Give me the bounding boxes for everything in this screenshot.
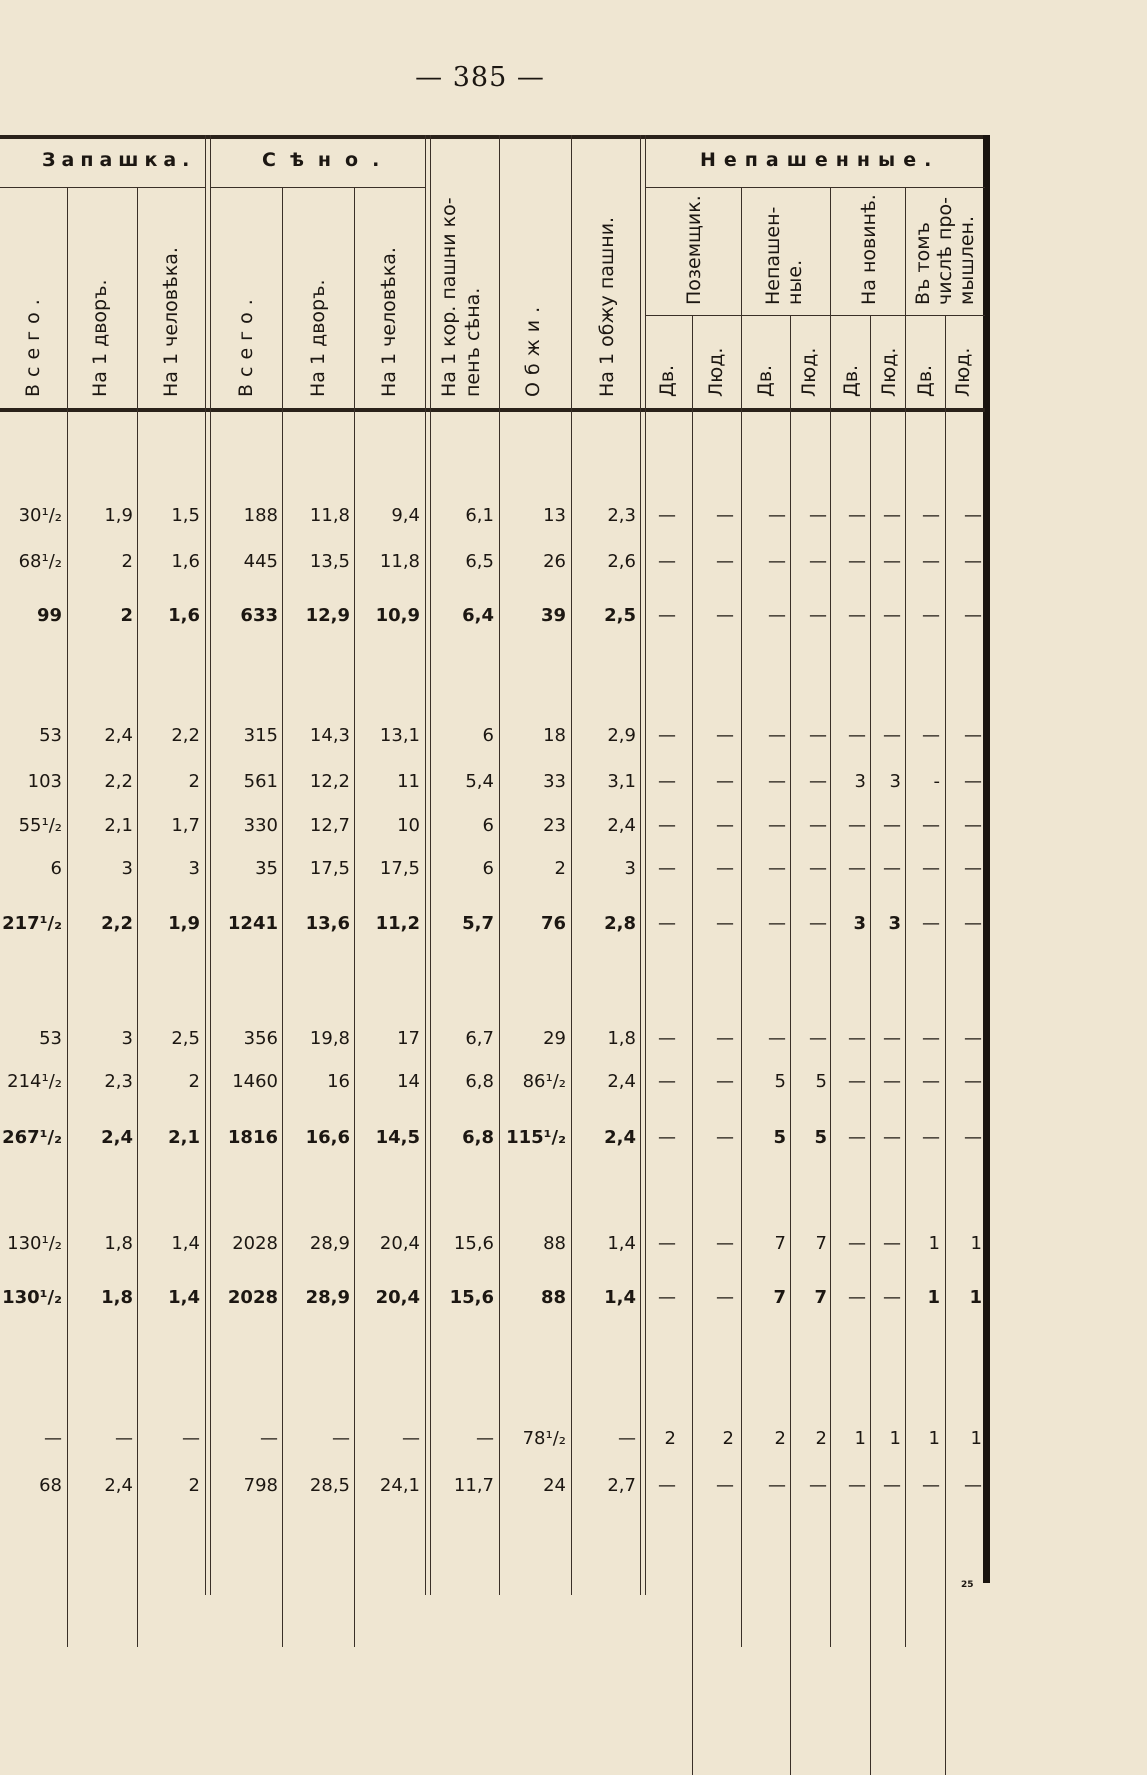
table-cell: 2,3: [607, 505, 636, 526]
table-cell: 28,9: [309, 1233, 350, 1254]
table-cell: —: [848, 1287, 866, 1308]
table-cell: —: [658, 771, 676, 792]
header-kor-line1: На 1 кор. пашни ко-: [438, 197, 460, 397]
table-cell: —: [658, 1475, 676, 1496]
table-cell: 88: [543, 1233, 566, 1254]
right-rule: [983, 135, 990, 1583]
header-underline: [645, 315, 985, 316]
table-cell: 53: [39, 725, 62, 746]
table-cell: —: [922, 858, 940, 879]
table-cell: —: [809, 725, 827, 746]
table-cell: —: [848, 505, 866, 526]
header-novin-lud: Люд.: [878, 347, 900, 397]
table-cell: 2,5: [171, 1028, 200, 1049]
table-cell: —: [964, 551, 982, 572]
table-cell: —: [848, 815, 866, 836]
header-zap-dvor: На 1 дворъ.: [89, 279, 111, 397]
table-cell: 130¹/₂: [2, 1287, 62, 1308]
table-cell: —: [964, 1028, 982, 1049]
table-cell: —: [809, 1475, 827, 1496]
table-cell: 6,1: [465, 505, 494, 526]
table-cell: 29: [543, 1028, 566, 1049]
table-cell: —: [848, 858, 866, 879]
table-cell: 1,8: [104, 1233, 133, 1254]
header-kor-line2: пенъ сѣна.: [462, 287, 484, 397]
table-cell: —: [848, 1475, 866, 1496]
table-cell: —: [809, 771, 827, 792]
table-cell: 11,7: [453, 1475, 494, 1496]
table-cell: —: [809, 605, 827, 626]
table-cell: —: [883, 605, 901, 626]
table-cell: 2: [188, 1071, 200, 1092]
table-cell: —: [883, 1233, 901, 1254]
table-cell: 130¹/₂: [7, 1233, 62, 1254]
table-cell: 13,1: [379, 725, 420, 746]
table-cell: 2,4: [104, 1475, 133, 1496]
table-cell: 103: [27, 771, 62, 792]
table-cell: 1,4: [604, 1287, 636, 1308]
header-zap-vsego: Всего.: [22, 292, 44, 397]
table-cell: 2: [188, 771, 200, 792]
table-cell: 17,5: [309, 858, 350, 879]
table-cell: 1241: [227, 913, 278, 934]
table-cell: 1: [854, 1428, 866, 1449]
table-cell: —: [716, 1233, 734, 1254]
header-pozem-lud: Люд.: [705, 347, 727, 397]
table-cell: 7: [815, 1233, 827, 1254]
table-cell: —: [883, 815, 901, 836]
table-cell: 2028: [232, 1233, 278, 1254]
table-cell: 2,1: [168, 1127, 200, 1148]
table-cell: —: [922, 1127, 940, 1148]
table-cell: —: [658, 1127, 676, 1148]
table-cell: 267¹/₂: [2, 1127, 62, 1148]
table-cell: 17,5: [379, 858, 420, 879]
table-cell: —: [883, 858, 901, 879]
table-cell: —: [883, 551, 901, 572]
table-cell: 2: [554, 858, 566, 879]
table-cell: 35: [255, 858, 278, 879]
table-cell: —: [182, 1428, 200, 1449]
table-cell: 18: [543, 725, 566, 746]
page-number: — 385 —: [415, 62, 545, 93]
table-cell: 3: [854, 771, 866, 792]
table-cell: 5: [815, 1071, 827, 1092]
table-cell: 2,9: [607, 725, 636, 746]
table-cell: —: [922, 1475, 940, 1496]
table-cell: 2: [774, 1428, 786, 1449]
table-cell: —: [768, 505, 786, 526]
table-cell: —: [402, 1428, 420, 1449]
table-cell: 17: [397, 1028, 420, 1049]
table-cell: 16,6: [305, 1127, 350, 1148]
table-cell: 24,1: [379, 1475, 420, 1496]
table-cell: 2: [664, 1428, 676, 1449]
table-cell: 2,2: [101, 913, 133, 934]
table-cell: 86¹/₂: [522, 1071, 566, 1092]
table-cell: 6,4: [462, 605, 494, 626]
table-cell: 633: [240, 605, 278, 626]
table-cell: 99: [36, 605, 62, 626]
table-cell: 11,2: [375, 913, 420, 934]
top-rule: [0, 135, 985, 139]
table-cell: —: [716, 1475, 734, 1496]
table-cell: 20,4: [375, 1287, 420, 1308]
table-cell: —: [809, 551, 827, 572]
table-cell: —: [115, 1428, 133, 1449]
table-cell: —: [964, 725, 982, 746]
header-seno-dvor: На 1 дворъ.: [307, 279, 329, 397]
table-cell: —: [848, 551, 866, 572]
table-cell: —: [922, 725, 940, 746]
table-cell: —: [964, 771, 982, 792]
col-divider: [945, 315, 946, 1775]
table-cell: 5: [773, 1127, 786, 1148]
table-cell: 20,4: [379, 1233, 420, 1254]
table-cell: 13: [543, 505, 566, 526]
group-divider: [640, 135, 641, 1595]
table-cell: —: [964, 1475, 982, 1496]
table-cell: —: [44, 1428, 62, 1449]
table-cell: 1: [970, 1428, 982, 1449]
table-cell: —: [964, 1071, 982, 1092]
table-cell: 10,9: [375, 605, 420, 626]
header-obzhi: Обжи.: [522, 299, 544, 397]
group-divider: [205, 135, 206, 1595]
table-cell: —: [768, 605, 786, 626]
table-cell: —: [922, 505, 940, 526]
table-cell: —: [768, 551, 786, 572]
table-cell: —: [768, 1475, 786, 1496]
table-cell: 19,8: [309, 1028, 350, 1049]
table-cell: —: [658, 1233, 676, 1254]
table-cell: 39: [540, 605, 566, 626]
table-cell: 15,6: [449, 1287, 494, 1308]
header-nepash-dv: Дв.: [754, 364, 776, 397]
table-cell: 445: [243, 551, 278, 572]
table-cell: —: [964, 913, 982, 934]
table-cell: 561: [243, 771, 278, 792]
header-nepash-line1: Непашен-: [762, 206, 784, 305]
table-cell: 1,9: [168, 913, 200, 934]
table-cell: 6,8: [462, 1127, 494, 1148]
table-cell: 12,9: [305, 605, 350, 626]
table-cell: 16: [327, 1071, 350, 1092]
col-divider: [790, 315, 791, 1775]
table-cell: 5: [814, 1127, 827, 1148]
table-cell: —: [618, 1428, 636, 1449]
table-cell: —: [964, 1127, 982, 1148]
table-cell: 26: [543, 551, 566, 572]
header-seno-chel: На 1 человѣка.: [378, 247, 400, 397]
table-cell: 11: [397, 771, 420, 792]
table-cell: —: [883, 1287, 901, 1308]
table-cell: 1,6: [168, 605, 200, 626]
header-pozem-dv: Дв.: [656, 364, 678, 397]
table-cell: 13,6: [305, 913, 350, 934]
table-cell: 1,9: [104, 505, 133, 526]
table-cell: —: [658, 551, 676, 572]
table-cell: 1816: [227, 1127, 278, 1148]
table-cell: —: [809, 913, 827, 934]
table-cell: —: [768, 1028, 786, 1049]
table-cell: 2,8: [604, 913, 636, 934]
header-vtom-line3: мышлен.: [956, 215, 978, 305]
table-cell: —: [922, 815, 940, 836]
header-underline: [210, 187, 425, 188]
table-cell: 1: [928, 1428, 940, 1449]
table-cell: 1,7: [171, 815, 200, 836]
table-cell: 1,4: [171, 1233, 200, 1254]
table-cell: 356: [243, 1028, 278, 1049]
table-cell: —: [922, 551, 940, 572]
table-cell: 6,5: [465, 551, 494, 572]
table-cell: 7: [774, 1233, 786, 1254]
table-cell: 11,8: [309, 505, 350, 526]
header-zap-chel: На 1 человѣка.: [160, 247, 182, 397]
table-cell: 28,5: [309, 1475, 350, 1496]
table-cell: —: [768, 771, 786, 792]
table-cell: 9,4: [391, 505, 420, 526]
table-cell: 1460: [232, 1071, 278, 1092]
table-cell: 2,4: [607, 815, 636, 836]
table-cell: 76: [540, 913, 566, 934]
header-underline: [645, 187, 985, 188]
table-cell: 3: [121, 1028, 133, 1049]
table-cell: —: [848, 1028, 866, 1049]
table-cell: 798: [243, 1475, 278, 1496]
table-cell: —: [848, 725, 866, 746]
table-cell: —: [658, 1028, 676, 1049]
table-cell: 1: [927, 1287, 940, 1308]
table-cell: —: [848, 1127, 866, 1148]
table-cell: 78¹/₂: [522, 1428, 566, 1449]
table-cell: 15,6: [453, 1233, 494, 1254]
table-cell: —: [716, 1127, 734, 1148]
table-cell: 23: [543, 815, 566, 836]
header-obzhu: На 1 обжу пашни.: [596, 216, 618, 397]
table-cell: —: [768, 858, 786, 879]
table-cell: —: [964, 505, 982, 526]
table-cell: 1: [928, 1233, 940, 1254]
table-cell: —: [658, 913, 676, 934]
table-cell: 68¹/₂: [18, 551, 62, 572]
table-cell: —: [768, 725, 786, 746]
table-cell: —: [716, 815, 734, 836]
table-cell: —: [658, 505, 676, 526]
table-cell: —: [809, 505, 827, 526]
table-cell: 315: [243, 725, 278, 746]
table-cell: —: [768, 815, 786, 836]
statistics-table: [0, 135, 985, 1600]
table-cell: 1,6: [171, 551, 200, 572]
group-header-seno: Сѣно.: [262, 149, 394, 171]
table-cell: —: [922, 913, 940, 934]
table-cell: 30¹/₂: [18, 505, 62, 526]
table-cell: —: [658, 725, 676, 746]
group-header-zapashka: Запашка.: [42, 149, 196, 171]
table-cell: —: [658, 1071, 676, 1092]
table-cell: 1: [969, 1287, 982, 1308]
table-cell: 214¹/₂: [7, 1071, 62, 1092]
table-cell: 1: [970, 1233, 982, 1254]
table-cell: —: [260, 1428, 278, 1449]
table-cell: —: [883, 1127, 901, 1148]
table-cell: 2,2: [104, 771, 133, 792]
table-cell: 2: [188, 1475, 200, 1496]
table-cell: 53: [39, 1028, 62, 1049]
header-seno-vsego: Всего.: [235, 292, 257, 397]
table-cell: —: [716, 1028, 734, 1049]
table-cell: —: [883, 1475, 901, 1496]
table-cell: 7: [773, 1287, 786, 1308]
table-cell: —: [716, 1071, 734, 1092]
table-cell: 10: [397, 815, 420, 836]
table-cell: 2,1: [104, 815, 133, 836]
table-cell: —: [658, 815, 676, 836]
table-cell: 2: [815, 1428, 827, 1449]
col-divider: [692, 315, 693, 1775]
table-cell: —: [809, 858, 827, 879]
header-vtom-line2: числѣ про-: [934, 197, 956, 305]
table-cell: 1,4: [168, 1287, 200, 1308]
table-cell: 330: [243, 815, 278, 836]
table-cell: —: [716, 858, 734, 879]
table-cell: 68: [39, 1475, 62, 1496]
header-pozem: Поземщик.: [683, 195, 705, 305]
table-cell: 12,7: [309, 815, 350, 836]
header-novin: На новинѣ.: [858, 194, 880, 305]
table-cell: —: [716, 551, 734, 572]
header-vtom-line1: Въ томъ: [912, 222, 934, 305]
table-cell: 3: [188, 858, 200, 879]
table-cell: 2,4: [607, 1071, 636, 1092]
table-cell: 3: [889, 771, 901, 792]
header-nepash-line2: ные.: [784, 259, 806, 305]
table-cell: 1,4: [607, 1233, 636, 1254]
table-cell: —: [848, 605, 866, 626]
table-cell: 2,5: [604, 605, 636, 626]
table-cell: 24: [543, 1475, 566, 1496]
table-cell: 5,4: [465, 771, 494, 792]
table-cell: 2,4: [604, 1127, 636, 1148]
table-cell: 7: [814, 1287, 827, 1308]
table-cell: —: [922, 605, 940, 626]
table-cell: —: [768, 913, 786, 934]
table-cell: 14,5: [375, 1127, 420, 1148]
table-cell: 5: [774, 1071, 786, 1092]
group-header-nepashennye: Непашенные.: [700, 149, 940, 171]
table-cell: —: [716, 505, 734, 526]
table-cell: —: [658, 1287, 676, 1308]
table-cell: 2: [121, 551, 133, 572]
table-cell: —: [809, 1028, 827, 1049]
table-cell: 1,8: [101, 1287, 133, 1308]
table-cell: 3: [888, 913, 901, 934]
table-cell: —: [883, 1071, 901, 1092]
header-novin-dv: Дв.: [840, 364, 862, 397]
table-cell: —: [964, 858, 982, 879]
table-cell: —: [883, 505, 901, 526]
header-nepash-lud: Люд.: [798, 347, 820, 397]
table-cell: —: [964, 815, 982, 836]
table-cell: 5,7: [462, 913, 494, 934]
table-cell: 2,3: [104, 1071, 133, 1092]
table-cell: 2,6: [607, 551, 636, 572]
table-cell: 14,3: [309, 725, 350, 746]
table-cell: 11,8: [379, 551, 420, 572]
table-cell: 6: [482, 725, 494, 746]
footer-mark: 25: [961, 1580, 974, 1590]
table-cell: 1: [889, 1428, 901, 1449]
table-cell: 1,8: [607, 1028, 636, 1049]
table-cell: 6: [482, 858, 494, 879]
table-cell: —: [716, 771, 734, 792]
table-cell: —: [809, 815, 827, 836]
table-cell: 3: [853, 913, 866, 934]
table-cell: —: [848, 1233, 866, 1254]
table-cell: 2,4: [101, 1127, 133, 1148]
table-cell: 12,2: [309, 771, 350, 792]
table-cell: 28,9: [305, 1287, 350, 1308]
table-cell: —: [716, 1287, 734, 1308]
table-cell: —: [922, 1071, 940, 1092]
table-cell: 115¹/₂: [506, 1127, 566, 1148]
table-cell: —: [964, 605, 982, 626]
table-cell: 2,7: [607, 1475, 636, 1496]
table-cell: 217¹/₂: [2, 913, 62, 934]
table-cell: 6,8: [465, 1071, 494, 1092]
table-cell: —: [883, 725, 901, 746]
table-cell: —: [716, 913, 734, 934]
table-cell: —: [658, 605, 676, 626]
table-cell: 13,5: [309, 551, 350, 572]
table-cell: 3,1: [607, 771, 636, 792]
table-cell: 2,2: [171, 725, 200, 746]
table-cell: 2: [120, 605, 133, 626]
table-cell: —: [883, 1028, 901, 1049]
table-cell: 2028: [227, 1287, 278, 1308]
table-cell: 88: [540, 1287, 566, 1308]
table-cell: -: [933, 771, 940, 792]
table-cell: 6: [50, 858, 62, 879]
table-cell: 33: [543, 771, 566, 792]
header-rule: [0, 408, 985, 412]
table-cell: —: [332, 1428, 350, 1449]
table-cell: 3: [624, 858, 636, 879]
table-cell: 2: [722, 1428, 734, 1449]
table-cell: —: [476, 1428, 494, 1449]
table-cell: —: [658, 858, 676, 879]
table-cell: —: [922, 1028, 940, 1049]
table-cell: —: [716, 605, 734, 626]
table-cell: —: [716, 725, 734, 746]
table-cell: 55¹/₂: [18, 815, 62, 836]
table-cell: 3: [121, 858, 133, 879]
table-cell: 2,4: [104, 725, 133, 746]
header-underline: [0, 187, 205, 188]
table-cell: 1,5: [171, 505, 200, 526]
table-cell: 6: [482, 815, 494, 836]
header-vtom-lud: Люд.: [952, 347, 974, 397]
table-cell: 6,7: [465, 1028, 494, 1049]
table-cell: 188: [243, 505, 278, 526]
table-cell: —: [848, 1071, 866, 1092]
header-vtom-dv: Дв.: [914, 364, 936, 397]
table-cell: 14: [397, 1071, 420, 1092]
